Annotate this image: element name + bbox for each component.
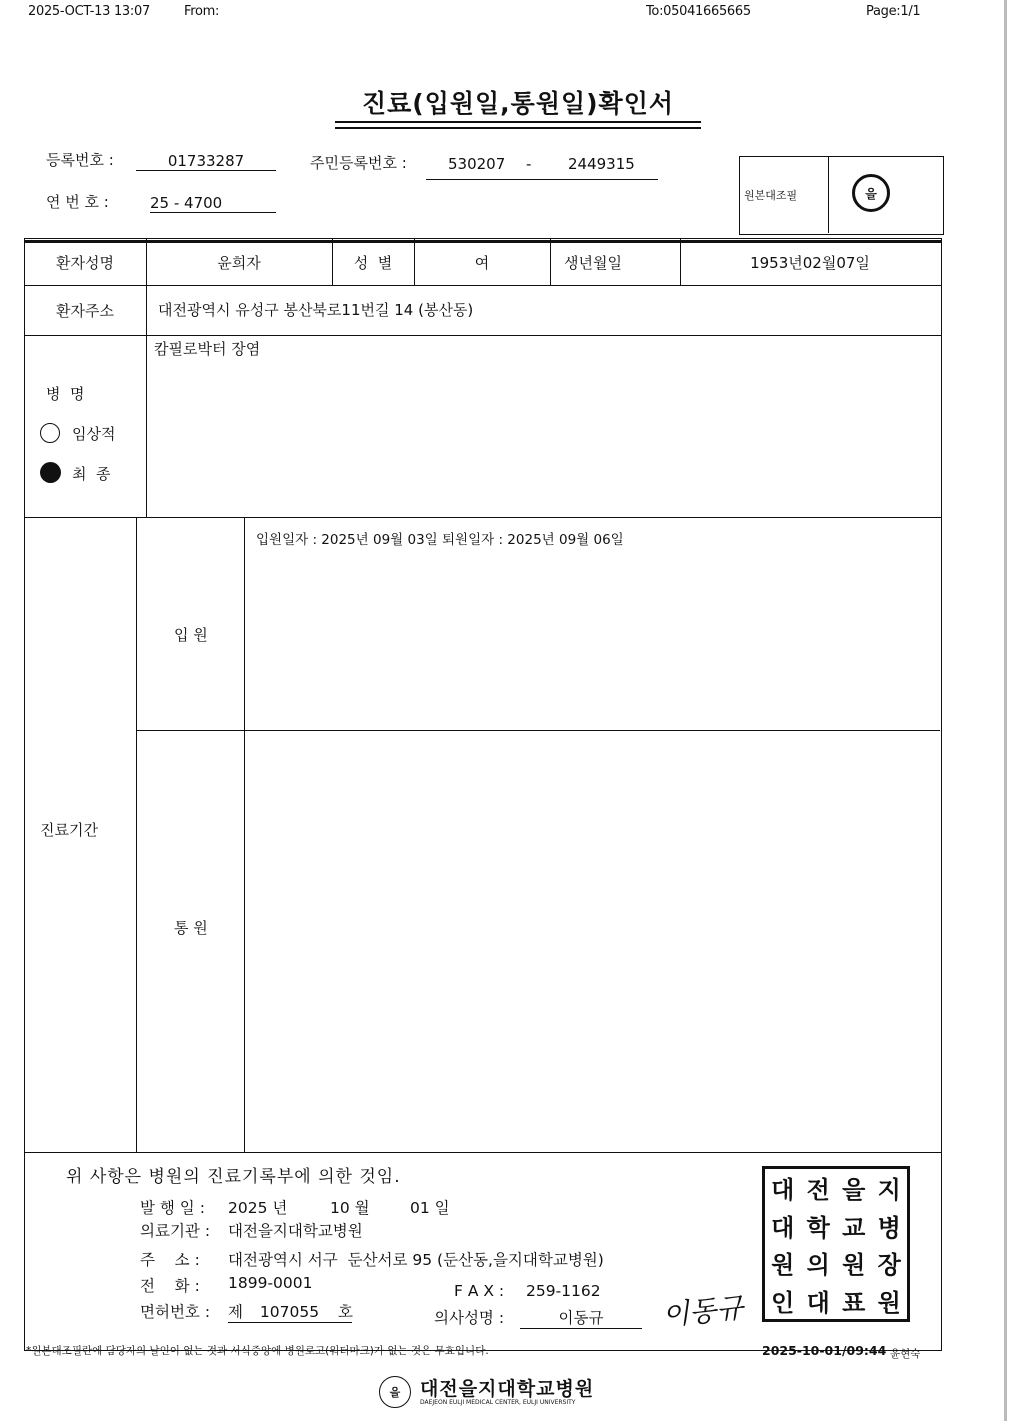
reg-no-label: 등록번호 :	[46, 151, 114, 169]
inpatient-label: 입 원	[174, 626, 208, 644]
rrn-label: 주민등록번호 :	[310, 154, 407, 172]
issue-date-label: 발 행 일 :	[140, 1199, 205, 1217]
rrn-dash: -	[526, 155, 532, 173]
fax-from: From:	[184, 4, 220, 19]
validity-notice: *원본대조필란에 담당자의 날인이 없는 것과 서식중앙에 병원로고(워터마크)가 없는 것은 무효입니다.	[26, 1345, 489, 1357]
clinical-option-label: 임상적	[72, 425, 116, 443]
fax-datetime: 2025-OCT-13 13:07	[28, 4, 150, 19]
issue-year: 2025 년	[228, 1199, 288, 1217]
document-title: 진료(입원일,통원일)확인서	[362, 89, 674, 118]
sex-label: 성 별	[353, 254, 393, 272]
outpatient-label: 통 원	[174, 919, 208, 937]
diagnosis-text: 캄필로박터 장염	[154, 340, 261, 358]
fax-to: To:05041665665	[646, 4, 751, 19]
address-value: 대전광역시 유성구 봉산북로11번길 14 (봉산동)	[158, 301, 474, 319]
treatment-period-label: 진료기간	[40, 821, 98, 839]
institution-label: 의료기관 :	[140, 1222, 211, 1240]
final-option-label: 최 종	[72, 465, 111, 483]
hospital-logo-text: 대전을지대학교병원	[420, 1378, 595, 1400]
hospital-official-seal: 대 전 을 지 대 학 교 병 원 의 원 장 인 대 표 원	[762, 1166, 910, 1322]
original-check-label: 원본대조필	[744, 189, 798, 202]
diagnosis-label: 병 명	[46, 385, 85, 403]
original-check-stamp: 을	[852, 174, 890, 212]
institution-value: 대전을지대학교병원	[228, 1222, 363, 1240]
license-suffix: 호	[338, 1303, 354, 1321]
license-label: 면허번호 :	[140, 1303, 211, 1321]
dob-label: 생년월일	[564, 254, 622, 272]
issue-day: 01 일	[410, 1199, 450, 1217]
fax-value: 259-1162	[526, 1282, 601, 1300]
patient-name-label: 환자성명	[56, 254, 114, 272]
dob-value: 1953년02월07일	[750, 254, 870, 272]
scan-edge	[1004, 0, 1007, 1421]
rrn-field	[426, 155, 658, 180]
license-number: 107055	[259, 1303, 320, 1321]
serial-value: 25 - 4700	[150, 194, 276, 213]
title-underline	[335, 121, 701, 123]
rrn-back: 2449315	[568, 155, 635, 173]
final-radio-selected[interactable]	[40, 462, 61, 483]
license-prefix: 제	[228, 1303, 243, 1321]
fax-label: F A X :	[454, 1282, 505, 1300]
doctor-name: 이동규	[520, 1306, 642, 1329]
inpatient-dates: 입원일자 : 2025년 09월 03일 퇴원일자 : 2025년 09월 06일	[256, 532, 624, 548]
hospital-address-value: 대전광역시 서구 둔산서로 95 (둔산동,을지대학교병원)	[228, 1251, 604, 1269]
clinical-radio[interactable]	[40, 423, 60, 443]
address-label: 환자주소	[56, 301, 114, 320]
serial-label: 연 번 호 :	[46, 193, 109, 211]
doctor-name-label: 의사성명 :	[434, 1309, 505, 1327]
sex-value: 여	[474, 254, 490, 272]
hospital-logo-icon: 을	[379, 1376, 411, 1408]
phone-label: 전 화 :	[140, 1277, 200, 1295]
hospital-address-label: 주 소 :	[140, 1251, 200, 1269]
doctor-signature: 이동규	[660, 1290, 745, 1333]
printed-datetime: 2025-10-01/09:44	[762, 1343, 887, 1358]
phone-value: 1899-0001	[228, 1274, 313, 1292]
rrn-front: 530207	[448, 155, 506, 173]
certification-statement: 위 사항은 병원의 진료기록부에 의한 것임.	[66, 1167, 401, 1187]
fax-page: Page:1/1	[866, 4, 921, 19]
hospital-logo-subtext: DAEJEON EULJI MEDICAL CENTER, EULJI UNIVERSITY	[420, 1399, 576, 1406]
title-underline-double	[335, 127, 701, 129]
reg-no-value: 01733287	[136, 152, 276, 171]
printed-by: 윤현숙	[890, 1348, 921, 1360]
issue-month: 10 월	[330, 1199, 370, 1217]
license-field	[228, 1300, 352, 1323]
patient-name: 윤희자	[217, 254, 261, 272]
